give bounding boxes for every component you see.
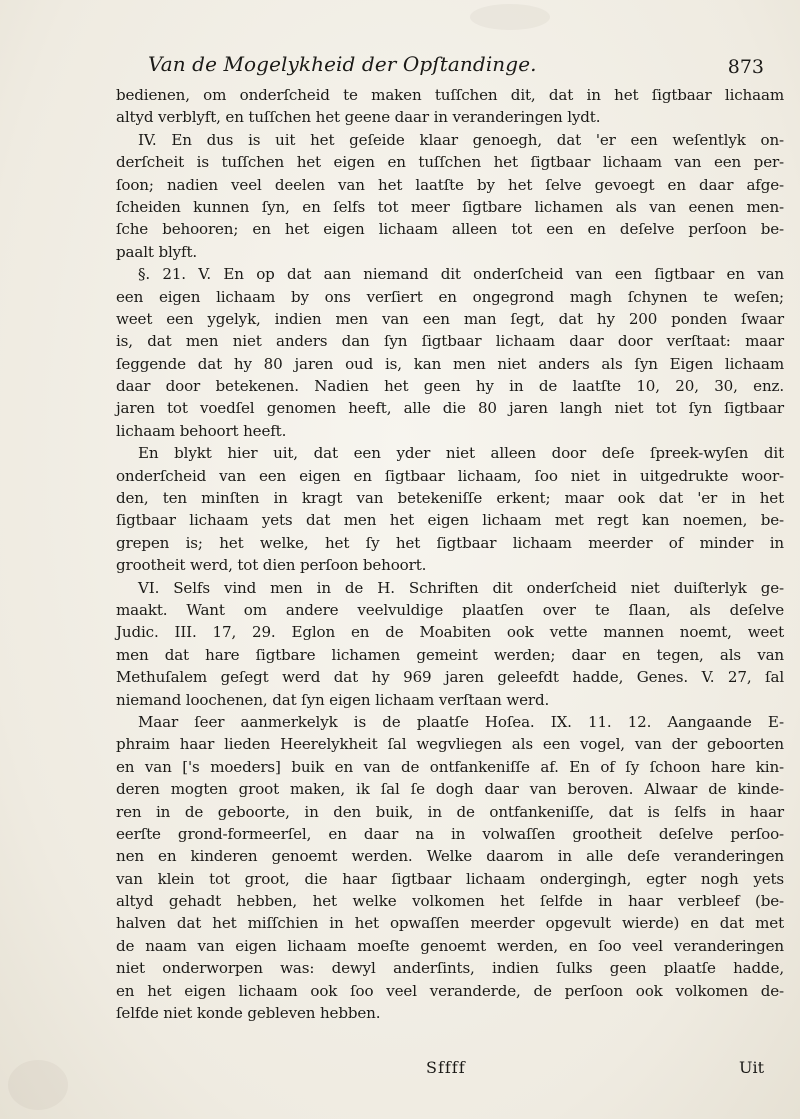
text-line: ſcheiden kunnen ſyn, en ſelfs tot meer ſigtbare lichamen als van eenen men- (116, 197, 784, 216)
text-line: weet een ygelyk, indien men van een man ſegt, dat hy 200 ponden ſwaar (116, 309, 784, 328)
text-line: §. 21. V. En op dat aan niemand dit onderſcheid van een ſigtbaar en van (138, 265, 784, 284)
paper-stain (8, 1060, 68, 1110)
text-line: nen en kinderen genoemt werden. Welke daarom in alle deſe veranderingen (116, 847, 784, 866)
text-line: maakt. Want om andere veelvuldige plaatſen over te ſlaan, als deſelve (116, 600, 784, 619)
text-line: eerſte grond-formeerſel, en daar na in volwaſſen grootheit deſelve perſoo- (116, 824, 784, 843)
page-header (116, 50, 770, 82)
page-footer (116, 1058, 770, 1082)
text-line: niemand loochenen, dat ſyn eigen lichaam verſtaan werd. (116, 690, 550, 709)
body-text (116, 84, 784, 1024)
text-line: Methuſalem geſegt werd dat hy 969 jaren geleefdt hadde, Genes. V. 27, ſal (116, 668, 784, 687)
text-line: Judic. III. 17, 29. Eglon en de Moabiten ook vette mannen noemt, weet (116, 623, 784, 642)
text-line: ſigtbaar lichaam yets dat men het eigen lichaam met regt kan noemen, be- (116, 511, 784, 530)
catchword: Uit (738, 1058, 764, 1077)
text-line: onderſcheid van een eigen en ſigtbaar lichaam, ſoo niet in uitgedrukte woor- (116, 466, 784, 485)
text-line: van klein tot groot, die haar ſigtbaar lichaam ondergingh, egter nogh yets (116, 869, 784, 888)
text-line: niet onderworpen was: dewyl anderſints, indien ſulks geen plaatſe hadde, (116, 959, 784, 978)
text-line: altyd verblyft, en tuſſchen het geene daar in veranderingen lydt. (116, 108, 601, 127)
text-line: jaren tot voedſel genomen heeft, alle die 80 jaren langh niet tot ſyn ſigtbaar (116, 399, 784, 418)
text-line: derſcheit is tuſſchen het eigen en tuſſchen het ſigtbaar lichaam van een per- (116, 153, 784, 172)
text-line: grepen is; het welke, het ſy het ſigtbaar lichaam meerder of minder in (116, 533, 784, 552)
text-line: altyd gehadt hebben, het welke volkomen het ſelfde in haar verbleef (be- (116, 892, 784, 911)
text-line: men dat hare ſigtbare lichamen gemeint werden; daar en tegen, als van (116, 645, 784, 664)
text-line: de naam van eigen lichaam moeſte genoemt werden, en ſoo veel veranderingen (116, 936, 784, 955)
text-line: grootheit werd, tot dien perſoon behoort. (116, 556, 427, 575)
text-line: is, dat men niet anders dan ſyn ſigtbaar lichaam daar door verſtaat: maar (116, 332, 784, 351)
text-line: En blykt hier uit, dat een yder niet alleen door deſe ſpreek-wyſen dit (138, 444, 784, 463)
text-line: Maar ſeer aanmerkelyk is de plaatſe Hoſea. IX. 11. 12. Aangaande E- (138, 712, 784, 731)
text-line: IV. En dus is uit het geſeide klaar genoegh, dat 'er een weſentlyk on- (138, 130, 784, 149)
text-line: ſeggende dat hy 80 jaren oud is, kan men niet anders als ſyn Eigen lichaam (116, 354, 784, 373)
text-line: den, ten minſten in kragt van betekeniſſe erkent; maar ook dat 'er in het (116, 489, 784, 508)
text-line: VI. Selfs vind men in de H. Schriften dit onderſcheid niet duiſterlyk ge- (138, 578, 784, 597)
text-line: ren in de geboorte, in den buik, in de ontfankeniſſe, dat is ſelfs in haar (116, 802, 784, 821)
page-number: 873 (727, 56, 764, 78)
text-line: phraim haar lieden Heerelykheit ſal wegvliegen als een vogel, van der geboorten (116, 735, 784, 754)
text-line: ſche behooren; en het eigen lichaam alleen tot een en deſelve perſoon be- (116, 220, 784, 239)
text-line: en het eigen lichaam ook ſoo veel veranderde, de perſoon ook volkomen de- (116, 981, 784, 1000)
text-line: een eigen lichaam by ons verſiert en ongegrond magh ſchynen te weſen; (116, 287, 784, 306)
text-line: halven dat het miſſchien in het opwaſſen meerder opgevult wierde) en dat met (116, 914, 784, 933)
text-line: bedienen, om onderſcheid te maken tuſſchen dit, dat in het ſigtbaar lichaam (116, 86, 784, 104)
paper-stain (470, 4, 550, 30)
text-line: ſelfde niet konde gebleven hebben. (116, 1004, 381, 1023)
text-line: lichaam behoort heeft. (116, 421, 287, 440)
text-line: en van ['s moeders] buik en van de ontfankeniſſe af. En of ſy ſchoon hare kin- (116, 757, 784, 776)
text-line: deren mogten groot maken, ik ſal ſe dogh daar van beroven. Alwaar de kinde- (116, 780, 784, 799)
text-line: paalt blyft. (116, 242, 198, 261)
running-title: Van de Mogelykheid der Opſtandinge. (148, 52, 537, 76)
text-line: ſoon; nadien veel deelen van het laatſte by het ſelve gevoegt en daar afge- (116, 175, 784, 194)
text-line: daar door betekenen. Nadien het geen hy in de laatſte 10, 20, 30, enz. (116, 377, 784, 396)
signature-mark: Sffff (426, 1058, 466, 1077)
